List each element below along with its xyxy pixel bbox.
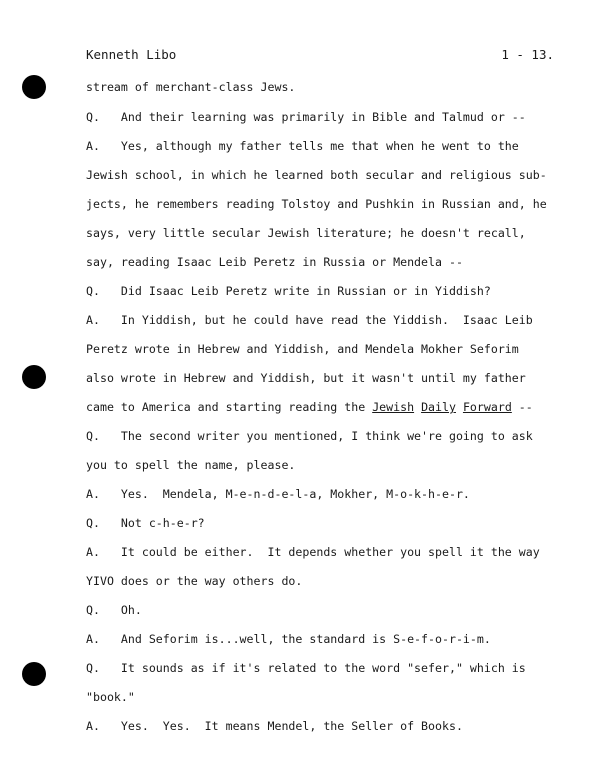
- transcript-line: A. Yes, although my father tells me that when he went to the: [86, 139, 519, 153]
- page-header: [86, 44, 554, 66]
- transcript-line: Q. And their learning was primarily in Bible and Talmud or --: [86, 110, 526, 124]
- transcript-line: Q. Did Isaac Leib Peretz write in Russian or in Yiddish?: [86, 284, 491, 298]
- transcript-line: A. It could be either. It depends whether you spell it the way: [86, 545, 540, 559]
- transcript-line: A. Yes. Mendela, M-e-n-d-e-l-a, Mokher, M-o-k-h-e-r.: [86, 487, 470, 501]
- transcript-line: Peretz wrote in Hebrew and Yiddish, and Mendela Mokher Seforim: [86, 342, 519, 356]
- transcript-line: Q. The second writer you mentioned, I think we're going to ask: [86, 429, 533, 443]
- transcript-line: Q. Not c-h-e-r?: [86, 516, 205, 530]
- transcript-line: you to spell the name, please.: [86, 458, 296, 472]
- transcript-line: say, reading Isaac Leib Peretz in Russia or Mendela --: [86, 255, 463, 269]
- newspaper-title-word: Forward: [462, 400, 512, 414]
- transcript-line: Jewish school, in which he learned both secular and religious sub-: [86, 168, 547, 182]
- newspaper-title-word: Jewish: [372, 400, 415, 414]
- transcript-line: Q. It sounds as if it's related to the word "sefer," which is: [86, 661, 526, 675]
- transcript-line: A. Yes. Yes. It means Mendel, the Seller of Books.: [86, 719, 463, 733]
- transcript-line: "book.": [86, 690, 135, 704]
- transcript-line: YIVO does or the way others do.: [86, 574, 303, 588]
- transcript-line: also wrote in Hebrew and Yiddish, but it wasn't until my father: [86, 371, 526, 385]
- punch-hole: [22, 365, 46, 389]
- newspaper-title-word: Daily: [421, 400, 456, 414]
- interviewee-name: Kenneth Libo: [86, 47, 177, 62]
- transcript-line: says, very little secular Jewish literature; he doesn't recall,: [86, 226, 526, 240]
- transcript-line: jects, he remembers reading Tolstoy and Pushkin in Russian and, he: [86, 197, 547, 211]
- punch-hole: [22, 75, 46, 99]
- transcript-line: A. In Yiddish, but he could have read the Yiddish. Isaac Leib: [86, 313, 533, 327]
- page-number: 1 - 13.: [501, 47, 554, 62]
- punch-hole: [22, 662, 46, 686]
- transcript-line: Q. Oh.: [86, 603, 142, 617]
- transcript-line: stream of merchant-class Jews.: [86, 80, 296, 94]
- transcript-line: came to America and starting reading the Jewish Daily Forward --: [86, 400, 533, 414]
- transcript-line: A. And Seforim is...well, the standard is S-e-f-o-r-i-m.: [86, 632, 491, 646]
